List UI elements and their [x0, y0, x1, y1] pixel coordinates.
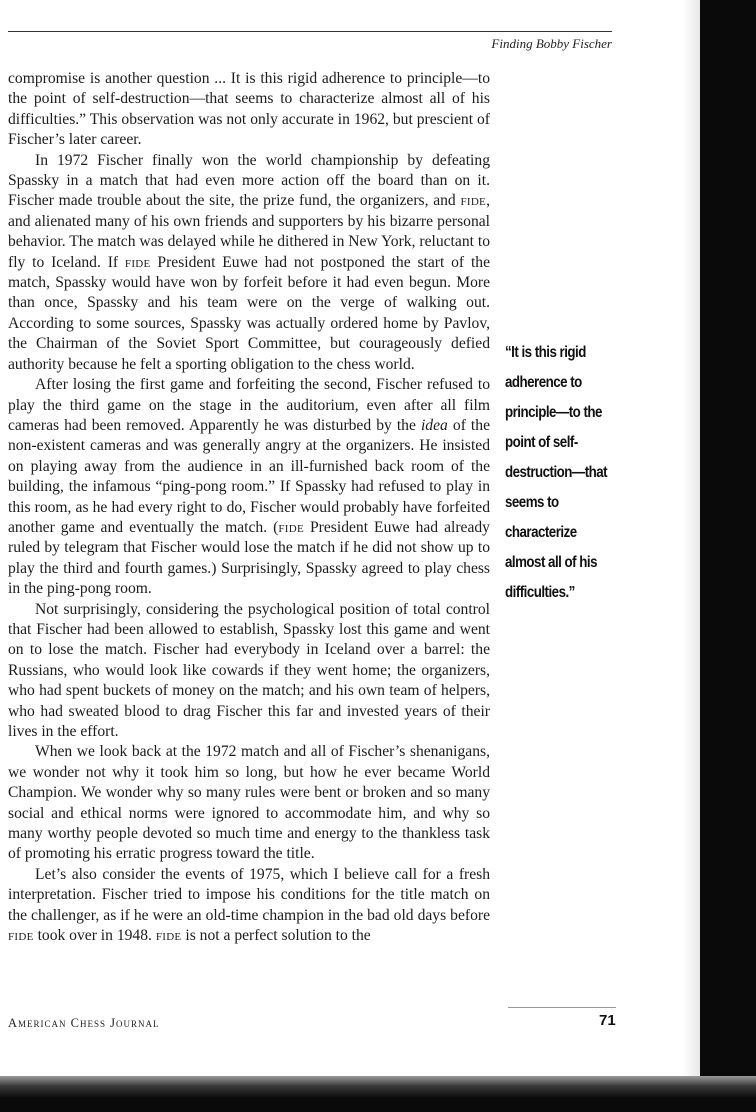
fide-acronym: fide — [8, 927, 34, 945]
fide-acronym: fide — [460, 192, 487, 210]
sidebar-rule — [508, 1007, 616, 1008]
page-number: 71 — [599, 1012, 616, 1029]
header-rule — [8, 31, 612, 32]
emphasis: idea — [420, 416, 448, 434]
body-text — [8, 69, 490, 946]
running-head: Finding Bobby Fischer — [491, 36, 612, 51]
paragraph: After losing the first game and forfeiting the second, Fischer refused to play the third game on the stage in the auditorium, even after all film cameras had been removed. Apparently he was disturbed by the idea of the non-existent cameras and was generally angry at the organizers. He insisted on playing away from the audience in an ill-furnished back room of the building, the infamous “ping-pong room.” If Spassky had refused to play in this room, as he had every right to do, Fischer would probably have forfeited another game and eventually the match. (fide President Euwe had already ruled by telegram that Fischer would lose the match if he did not show up to play the third and fourth games.) Surprisingly, Spassky agreed to play chess in the ping-pong room. — [8, 376, 490, 598]
footer-journal-name: American Chess Journal — [8, 1016, 160, 1030]
fide-acronym: fide — [124, 253, 151, 271]
scan-border-right — [700, 0, 756, 1112]
paragraph: When we look back at the 1972 match and all of Fischer’s shenanigans, we wonder not why it took him so long, but how he ever became World Champion. We wonder why so many rules were bent or broken and so many social and ethical norms were ignored to accommodate him, and why so many worthy people devoted so much time and energy to the thankless task of promoting his erratic progress toward the title. — [8, 743, 490, 863]
scan-border-bottom — [0, 1076, 756, 1112]
paragraph: compromise is another question ... It is this rigid adherence to principle—to the point of self-destruction—that seems to characterize almost all of his difficulties.” This observation was not only accurate in 1962, but prescient of Fischer’s later career. — [8, 70, 490, 149]
fide-acronym: fide — [155, 927, 182, 945]
fide-acronym: fide — [278, 518, 304, 536]
paragraph: Not surprisingly, considering the psychological position of total control that Fischer had been allowed to establish, Spassky lost this game and went on to lose the match. Fischer had everybody in Iceland over a barrel: the Russians, who would look like cowards if they went home; the organizers, who had spent buckets of money on the match; and his own team of helpers, who had sweated blood to drag Fischer this far and invested years of their lives in the effort. — [8, 600, 490, 740]
paragraph: Let’s also consider the events of 1975, which I believe call for a fresh interpretation. Fischer tried to impose his conditions for the title match on the challenger, as if he were an old-time champion in the bad old days before fide took over in 1948. fide is not a perfect solution to the — [8, 865, 490, 945]
paragraph: In 1972 Fischer finally won the world championship by defeating Spassky in a match that had even more action off the board than on it. Fischer made trouble about the site, the prize fund, the organizers, and fide, and alienated many of his own friends and supporters by his bizarre personal behavior. The match was delayed while he dithered in New York, reluctant to fly to Iceland. If fide President Euwe had not postponed the start of the match, Spassky would have won by forfeit before it had even begun. More than once, Spassky and his team were on the verge of walking out. According to some sources, Spassky was actually ordered home by Pavlov, the Chairman of the Soviet Sport Committee, but courageously defied authority because he felt a sporting obligation to the chess world. — [8, 151, 490, 373]
page-edge-shadow — [682, 0, 700, 1080]
pull-quote: “It is this rigid adherence to principle—to the point of self-destruction—that seems to characterize almost all of his difficulties.” — [505, 344, 608, 601]
